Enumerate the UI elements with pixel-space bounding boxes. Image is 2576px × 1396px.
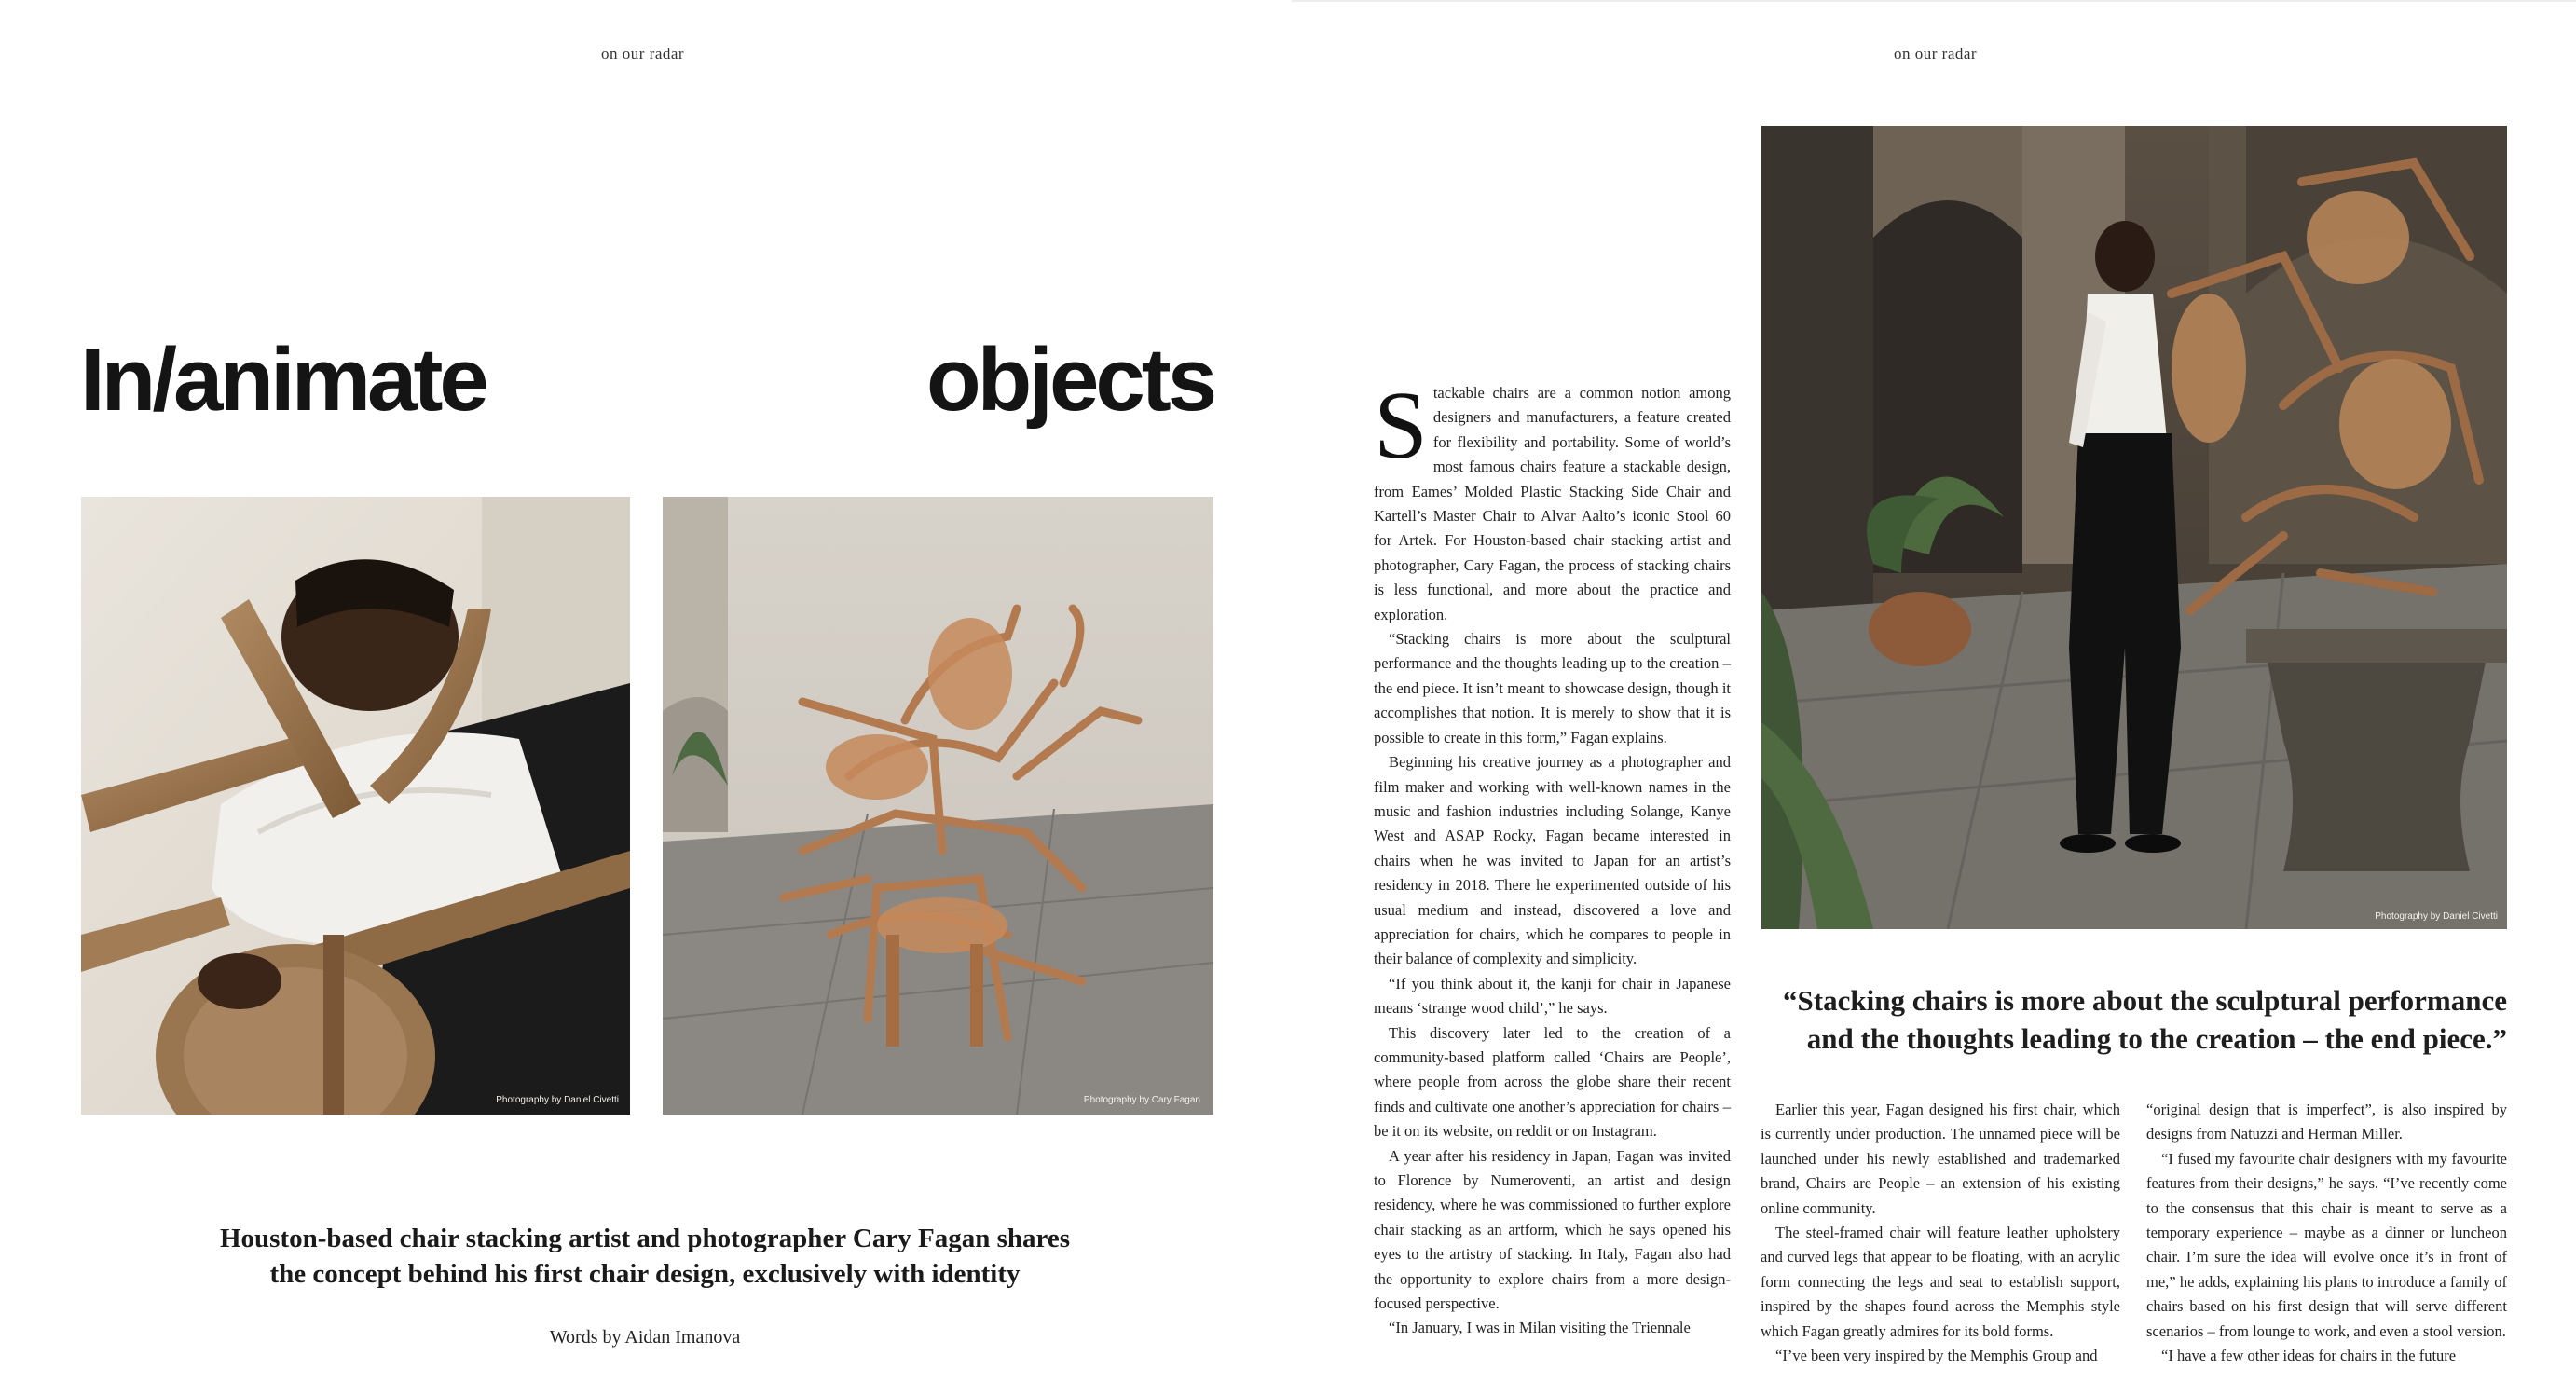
drop-cap: S bbox=[1374, 372, 1428, 479]
standfirst-line-1: Houston-based chair stacking artist and photographer Cary Fagan shares bbox=[220, 1224, 1070, 1253]
article-paragraph: Beginning his creative journey as a photographer and film maker and working with well-known names in the music and fashion industries including Solange, Kanye West and ASAP Rocky, Fagan became interested in chairs when he was invited to Japan for an artist’s residency in 2018. There he experimented outside of his usual medium and instead, discovered a love and appreciation for chairs, which he compares to people in their balance of complexity and simplicity. bbox=[1374, 753, 1731, 968]
photo-man-holding-chair bbox=[81, 497, 630, 1115]
title-part-2: objects bbox=[926, 330, 1214, 430]
running-head-right: on our radar bbox=[1894, 45, 1978, 62]
photo-man-with-chair-sculpture bbox=[1761, 126, 2507, 929]
title-part-1: In/animate bbox=[80, 330, 486, 430]
article-paragraph: The steel-framed chair will feature leather upholstery and curved legs that appear to be floating, with an acrylic form connecting the legs and seat to establish support, inspired by the shapes found across the Memphis style which Fagan greatly admires for its bold forms. bbox=[1761, 1224, 2120, 1340]
article-paragraph: Stackable chairs are a common notion among designers and manufacturers, a feature created for flexibility and portability. Some of world’s most famous chairs feature a stackable design, from Eames’ Molded Plastic Stacking Side Chair and Kartell’s Master Chair to Alvar Aalto’s iconic Stool 60 for Artek. For Houston-based chair stacking artist and photographer, Cary Fagan, the process of stacking chairs is less functional, and more about the practice and exploration. bbox=[1374, 372, 1731, 623]
photo-stacked-chairs bbox=[663, 497, 1213, 1115]
article-paragraph: Earlier this year, Fagan designed his first chair, which is currently under production. The unnamed piece will be launched under his newly established and trademarked brand, Chairs are People – an extension of his existing online community. bbox=[1761, 1101, 2120, 1217]
article-paragraph: A year after his residency in Japan, Fagan was invited to Florence by Numeroventi, an artist and design residency, where he was commissioned to further explore chair stacking as an artform, which he says opened his eyes to the artistry of stacking. In Italy, Fagan also had the opportunity to explore chairs from a more design-focused perspective. bbox=[1374, 1146, 1731, 1313]
article-paragraph: This discovery later led to the creation of a community-based platform called ‘Chairs are People’, where people from across the globe share their recent finds and cultivate one another’s appreciation for chairs – be it on its website, on reddit or on Instagram. bbox=[1374, 1023, 1731, 1141]
photo-credit: Photography by Daniel Civetti bbox=[2375, 911, 2498, 922]
article-column-1 bbox=[1374, 372, 1731, 1341]
photo-credit: Photography by Cary Fagan bbox=[1083, 1095, 1200, 1105]
article-paragraph: “If you think about it, the kanji for chair in Japanese means ‘strange wood child’,” he says. bbox=[1374, 974, 1731, 1018]
running-head-left: on our radar bbox=[601, 45, 685, 62]
article-paragraph: “original design that is imperfect”, is also inspired by designs from Natuzzi and Herman Miller. bbox=[2146, 1101, 2507, 1143]
article-paragraph: “I’ve been very inspired by the Memphis Group and bbox=[1775, 1347, 2098, 1365]
pull-quote bbox=[1761, 981, 2507, 1058]
pull-quote-line-2: and the thoughts leading to the creation – the end piece.” bbox=[1806, 1022, 2507, 1055]
standfirst bbox=[149, 1221, 1141, 1292]
byline: Words by Aidan Imanova bbox=[549, 1327, 741, 1348]
article-paragraph: “I have a few other ideas for chairs in the future bbox=[2161, 1347, 2457, 1365]
article-column-2 bbox=[1761, 1098, 2120, 1368]
article-column-3 bbox=[2146, 1098, 2507, 1368]
article-paragraph: “I fused my favourite chair designers with my favourite features from their designs,” he says. “I’ve recently come to the consensus that this chair is meant to serve as a temporary experience – maybe as a dinner or luncheon chair. I’m sure the idea will evolve once it’s in front of me,” he adds, explaining his plans to introduce a family of chairs based on his first design that will serve different scenarios – from lounge to work, and even a stool version. bbox=[2146, 1149, 2507, 1340]
article-paragraph: “In January, I was in Milan visiting the Triennale bbox=[1389, 1319, 1691, 1337]
standfirst-line-2: the concept behind his first chair design, exclusively with identity bbox=[269, 1259, 1021, 1289]
photo-credit: Photography by Daniel Civetti bbox=[496, 1095, 619, 1105]
pull-quote-line-1: “Stacking chairs is more about the sculptural performance bbox=[1783, 984, 2507, 1017]
article-paragraph: “Stacking chairs is more about the sculptural performance and the thoughts leading up to the creation – the end piece. It isn’t meant to showcase design, though it accomplishes that notion. It is merely to show that it is possible to create in this form,” Fagan explains. bbox=[1374, 630, 1731, 746]
